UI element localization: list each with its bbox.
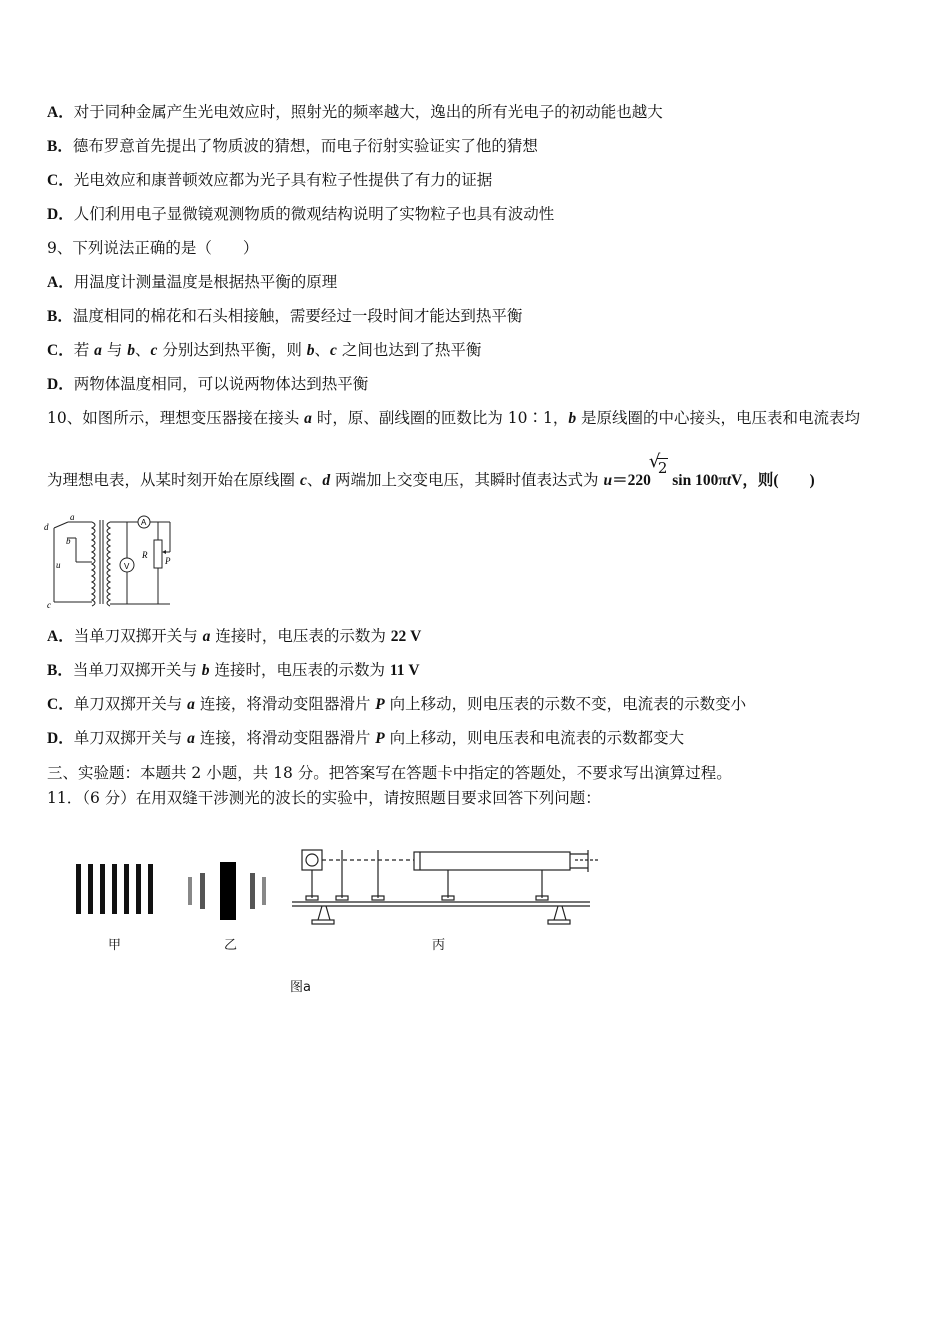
sqrt-value: 2 bbox=[657, 459, 668, 477]
variable: a bbox=[187, 730, 195, 747]
q9-option-b bbox=[47, 306, 522, 327]
fringe-pattern-yi bbox=[188, 862, 266, 920]
fringe-pattern-jia bbox=[76, 864, 153, 914]
option-text: 两物体温度相同，可以说两物体达到热平衡 bbox=[73, 375, 369, 393]
option-label: D． bbox=[47, 376, 74, 393]
q9-option-a bbox=[47, 272, 337, 293]
text-part: 与 bbox=[101, 341, 128, 359]
figure-a-apparatus bbox=[70, 840, 610, 940]
text-part: 10、如图所示，理想变压器接在接头 bbox=[47, 409, 305, 427]
q8-option-b bbox=[47, 136, 538, 157]
option-label: B． bbox=[47, 308, 73, 325]
radical-sign: √ bbox=[648, 451, 661, 472]
variable: a bbox=[187, 696, 195, 713]
label-p: P bbox=[165, 556, 171, 566]
q11-stem: 11．（6 分）在用双缝干涉测光的波长的实验中，请按照题目要求回答下列问题： bbox=[47, 789, 601, 807]
label-d: d bbox=[44, 522, 49, 532]
variable: a bbox=[94, 342, 102, 359]
variable: P bbox=[375, 730, 385, 747]
variable: t bbox=[726, 472, 732, 489]
variable: P bbox=[375, 696, 385, 713]
equation-part: ＝220 bbox=[612, 472, 651, 489]
text-part: 分别达到热平衡，则 bbox=[157, 341, 307, 359]
q8-option-d bbox=[47, 204, 554, 225]
label-u: u bbox=[56, 560, 61, 570]
label-bing: 丙 bbox=[432, 938, 446, 953]
option-label: A． bbox=[47, 104, 74, 121]
text-part: 两端加上交变电压，其瞬时值表达式为 bbox=[330, 471, 604, 489]
variable: b bbox=[201, 662, 210, 679]
option-text: 温度相同的棉花和石头相接触，需要经过一段时间才能达到热平衡 bbox=[72, 307, 523, 325]
text-part: 、 bbox=[135, 341, 151, 359]
variable: a bbox=[304, 410, 312, 427]
section-3-heading: 三、实验题：本题共 2 小题，共 18 分。把答案写在答题卡中指定的答题处，不要求写出演算过程。 bbox=[47, 764, 732, 782]
variable: c bbox=[330, 342, 337, 359]
label-jia: 甲 bbox=[108, 938, 122, 953]
text-part: 之间也达到了热平衡 bbox=[336, 341, 482, 359]
transformer-circuit-diagram bbox=[42, 512, 190, 612]
text-part: 是原线圈的中心接头，电压表和电流表均 bbox=[576, 409, 861, 427]
option-label: B． bbox=[47, 662, 73, 679]
text-part: 连接时，电压表的示数为 bbox=[209, 661, 390, 679]
option-label: C． bbox=[47, 172, 74, 189]
q8-option-c bbox=[47, 170, 492, 191]
option-label: A． bbox=[47, 274, 74, 291]
figure-caption: 图a bbox=[290, 980, 311, 995]
value: 22 V bbox=[390, 628, 422, 645]
variable: b bbox=[127, 342, 135, 359]
variable: u bbox=[603, 472, 613, 489]
q8-option-a bbox=[47, 102, 663, 123]
option-text: 对于同种金属产生光电效应时，照射光的频率越大，逸出的所有光电子的初动能也越大 bbox=[73, 103, 663, 121]
text-part: 为理想电表，从某时刻开始在原线圈 bbox=[47, 471, 300, 489]
option-label: C． bbox=[47, 342, 74, 359]
option-label: C． bbox=[47, 696, 74, 713]
q10-option-a bbox=[47, 626, 421, 647]
q10-stem-line2 bbox=[47, 451, 815, 491]
variable: c bbox=[299, 472, 307, 489]
text-part: 向上移动，则电压表和电流表的示数都变大 bbox=[384, 729, 685, 747]
option-label: D． bbox=[47, 730, 74, 747]
voltmeter-label: V bbox=[124, 562, 130, 571]
optical-bench bbox=[292, 850, 598, 924]
variable: c bbox=[150, 342, 158, 359]
variable: d bbox=[322, 472, 331, 489]
text-part: 时，原、副线圈的匝数比为 10∶1， bbox=[311, 409, 569, 427]
text-part: 、 bbox=[314, 341, 331, 359]
label-r: R bbox=[142, 550, 148, 560]
text-part: 连接，将滑动变阻器滑片 bbox=[194, 695, 376, 713]
text-part: 当单刀双掷开关与 bbox=[73, 627, 203, 645]
text-part: 当单刀双掷开关与 bbox=[72, 661, 202, 679]
q9-option-d bbox=[47, 374, 368, 395]
sqrt-symbol bbox=[648, 451, 669, 490]
text-part: 单刀双掷开关与 bbox=[73, 695, 188, 713]
q10-option-d bbox=[47, 728, 684, 749]
value: 11 V bbox=[389, 662, 420, 679]
option-label: A． bbox=[47, 628, 74, 645]
option-text: 用温度计测量温度是根据热平衡的原理 bbox=[73, 273, 338, 291]
option-label: B． bbox=[47, 138, 73, 155]
text-part: 、 bbox=[306, 471, 323, 489]
q10-option-c bbox=[47, 694, 746, 715]
option-text: 德布罗意首先提出了物质波的猜想，而电子衍射实验证实了他的猜想 bbox=[72, 137, 538, 155]
label-c: c bbox=[47, 600, 51, 610]
label-b: b bbox=[66, 536, 71, 546]
text-part: 若 bbox=[73, 341, 95, 359]
option-text: 光电效应和康普顿效应都为光子具有粒子性提供了有力的证据 bbox=[73, 171, 493, 189]
variable: b bbox=[568, 410, 577, 427]
text-part: 单刀双掷开关与 bbox=[73, 729, 188, 747]
variable: a bbox=[202, 628, 211, 645]
q9-option-c bbox=[47, 340, 481, 361]
label-a: a bbox=[70, 512, 75, 522]
option-text: 人们利用电子显微镜观测物质的微观结构说明了实物粒子也具有波动性 bbox=[73, 205, 555, 223]
text-part: 连接时，电压表的示数为 bbox=[210, 627, 391, 645]
q10-option-b bbox=[47, 660, 420, 681]
equation-part: V，则( ) bbox=[731, 472, 815, 489]
q10-stem-line1 bbox=[47, 408, 860, 429]
ammeter-label: A bbox=[141, 518, 147, 527]
option-label: D． bbox=[47, 206, 74, 223]
equation-part: sin 100π bbox=[668, 472, 727, 489]
label-yi: 乙 bbox=[224, 938, 238, 953]
q9-stem: 9、下列说法正确的是（ ） bbox=[47, 239, 259, 257]
text-part: 连接，将滑动变阻器滑片 bbox=[194, 729, 376, 747]
text-part: 向上移动，则电压表的示数不变，电流表的示数变小 bbox=[384, 695, 747, 713]
variable: b bbox=[306, 342, 315, 359]
